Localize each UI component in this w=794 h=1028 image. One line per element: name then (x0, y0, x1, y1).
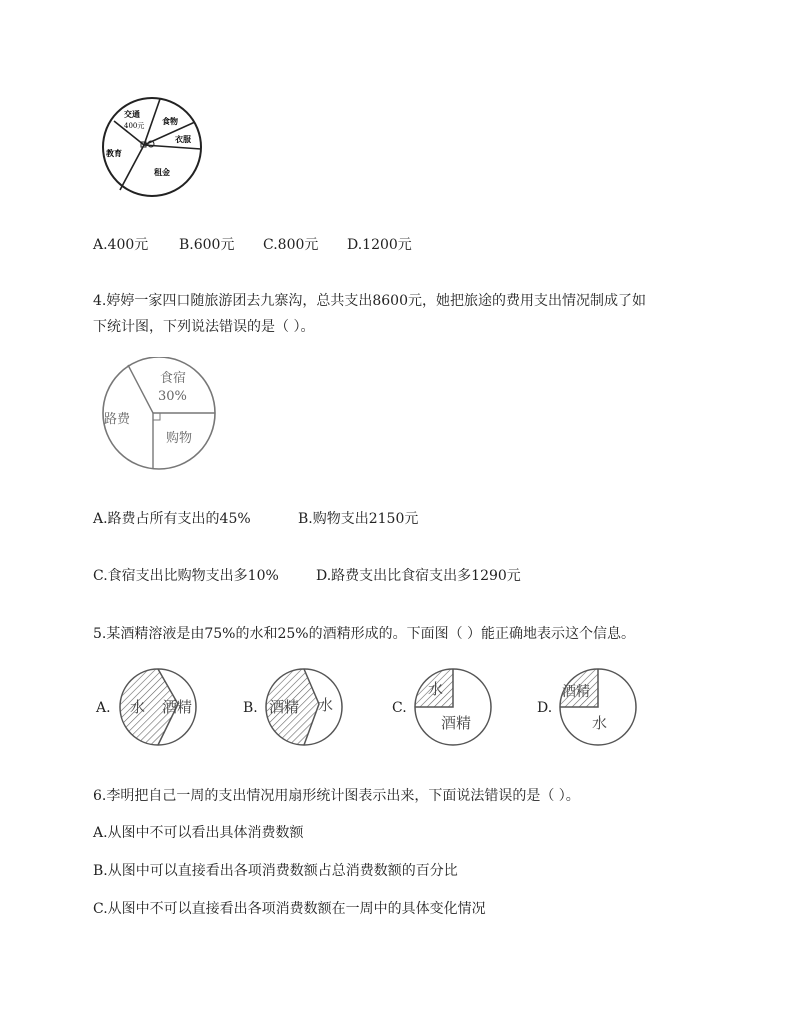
q4-option-a[interactable]: A.路费占所有支出的45% (93, 511, 251, 527)
q4-option-c[interactable]: C.食宿支出比购物支出多10% (93, 568, 279, 584)
q3-label-rent: 租金 (154, 167, 170, 177)
q5-choice-a-label-water: 水 (130, 698, 146, 716)
q4-option-d[interactable]: D.路费支出比食宿支出多1290元 (316, 568, 521, 584)
q5-choice-c-letter[interactable]: C. (392, 700, 407, 716)
q3-options (93, 235, 693, 255)
q5-stem: 5.某酒精溶液是由75%的水和25%的酒精形成的。下面图（ ）能正确地表示这个信息。 (93, 626, 636, 642)
q4-label-shopping: 购物 (166, 431, 193, 446)
q4-options-row1 (93, 509, 693, 529)
q4-label-lodging: 食宿 (160, 371, 187, 386)
q5-choice-a-letter[interactable]: A. (96, 700, 111, 716)
q5-choice-c-label-water: 水 (428, 680, 444, 698)
q3-label-transport-amount: 400元 (124, 122, 145, 130)
q4-label-lodging-percent: 30% (158, 389, 187, 404)
q4-pie-chart (100, 357, 222, 471)
q5-choice-b-letter[interactable]: B. (243, 700, 258, 716)
q5-choice-d-label-alcohol: 酒精 (562, 684, 590, 700)
q5-choice-b-pie[interactable] (262, 666, 346, 748)
q5-choice-d-letter[interactable]: D. (537, 700, 553, 716)
q4-stem-line1: 4.婷婷一家四口随旅游团去九寨沟，总共支出8600元，她把旅途的费用支出情况制成了如 (93, 293, 646, 309)
q3-option-c[interactable]: C.800元 (263, 237, 319, 253)
q5-choice-b-label-water: 水 (318, 696, 334, 714)
q5-choice-d-pie[interactable] (556, 666, 640, 748)
q5-choice-c-pie[interactable] (411, 666, 495, 748)
q4-label-travel: 路费 (104, 412, 131, 427)
q6-option-b[interactable]: B.从图中可以直接看出各项消费数额占总消费数额的百分比 (93, 863, 458, 879)
q6-option-c[interactable]: C.从图中不可以直接看出各项消费数额在一周中的具体变化情况 (93, 901, 486, 917)
q3-label-clothes: 衣服 (175, 134, 191, 144)
q3-pie-chart (96, 96, 208, 200)
q4-stem-line2: 下统计图，下列说法错误的是（ ）。 (93, 319, 315, 335)
q5-choice-a-pie[interactable] (116, 666, 200, 748)
q3-option-b[interactable]: B.600元 (179, 237, 235, 253)
q6-stem: 6.李明把自己一周的支出情况用扇形统计图表示出来，下面说法错误的是（ ）。 (93, 788, 580, 804)
q6-option-a[interactable]: A.从图中不可以看出具体消费数额 (93, 825, 304, 841)
q3-label-education: 教育 (106, 148, 122, 158)
q3-label-food: 食物 (162, 116, 178, 126)
q3-option-d[interactable]: D.1200元 (347, 237, 412, 253)
q5-choice-d-label-water: 水 (592, 714, 608, 732)
q4-options-row2 (93, 566, 693, 586)
q5-choice-b-label-alcohol: 酒精 (269, 698, 300, 716)
q3-option-a[interactable]: A.400元 (93, 237, 149, 253)
q4-option-b[interactable]: B.购物支出2150元 (298, 511, 419, 527)
q5-choice-c-label-alcohol: 酒精 (441, 714, 472, 732)
q5-choice-a-label-alcohol: 酒精 (162, 698, 193, 716)
q3-label-transport: 交通 (124, 109, 140, 119)
q5-choices (96, 666, 656, 750)
